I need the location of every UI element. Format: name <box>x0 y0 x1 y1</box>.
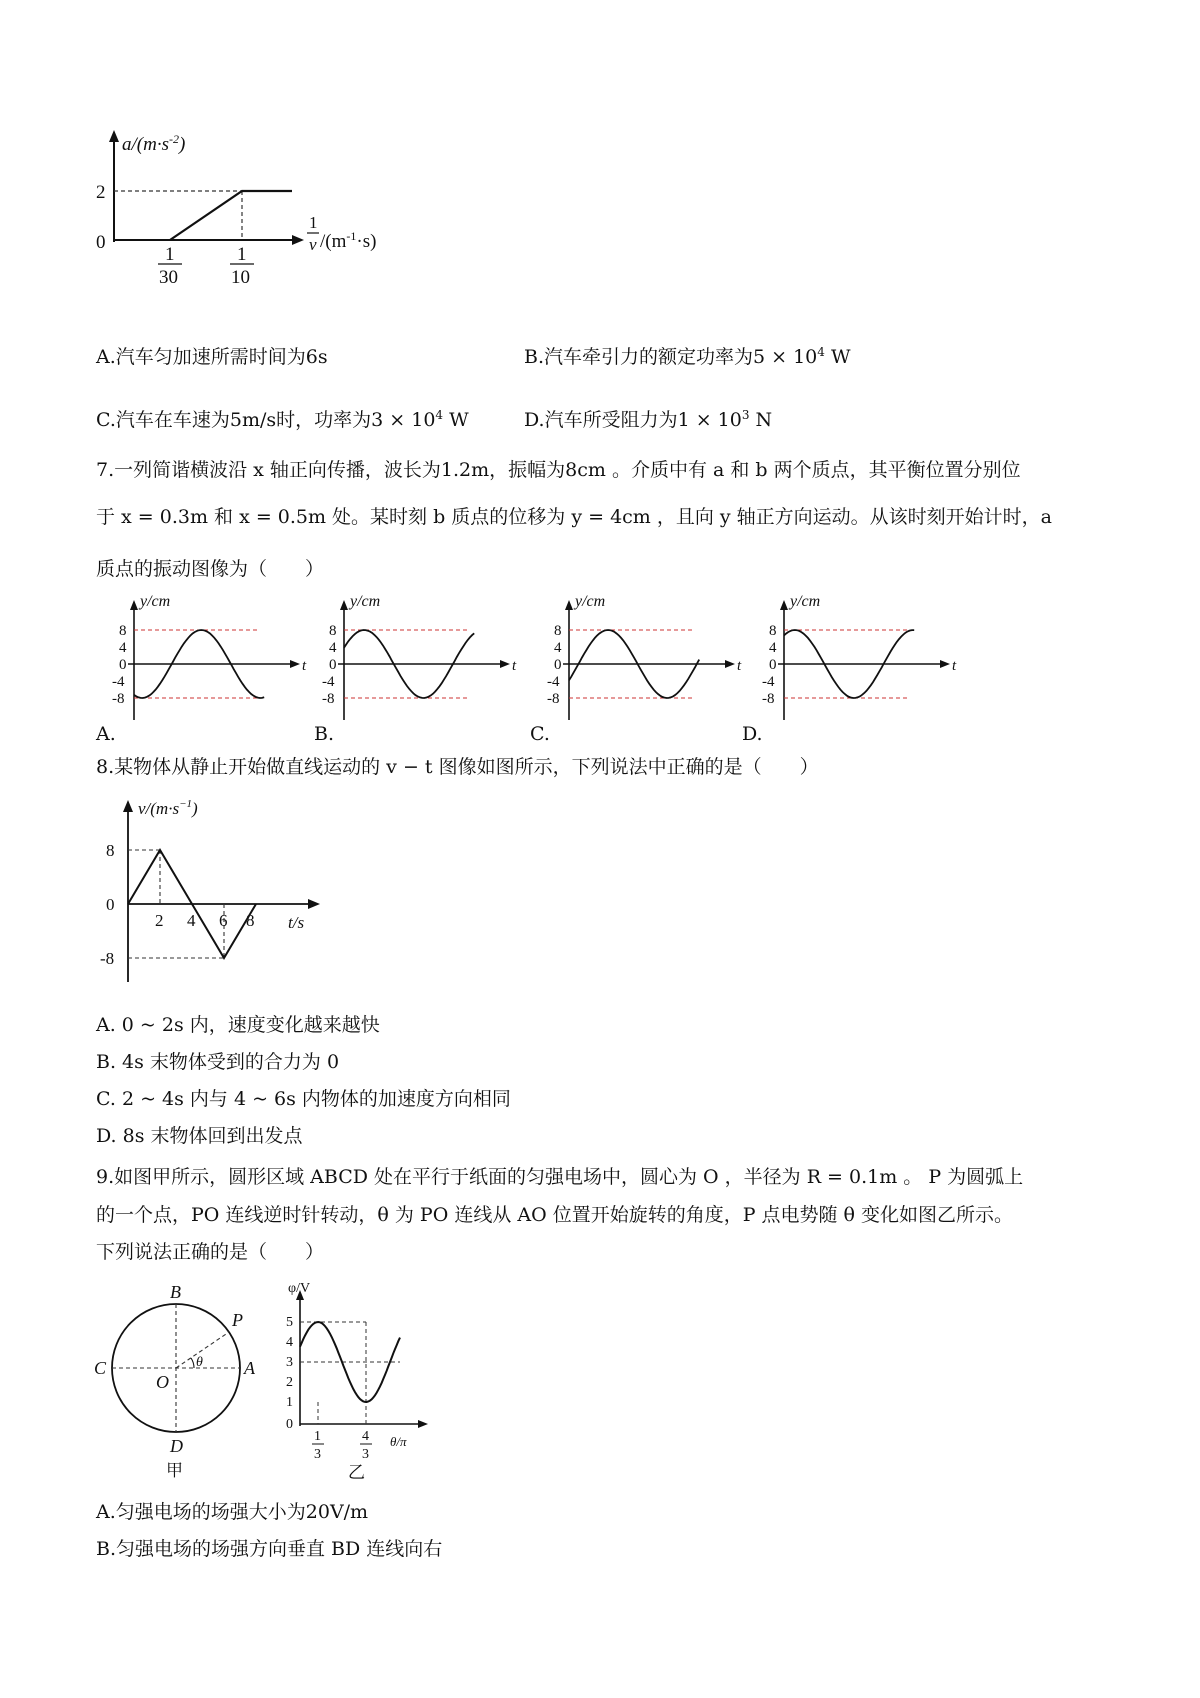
q9-caption-left: 甲 <box>166 1461 183 1480</box>
q9-caption-right: 乙 <box>348 1463 365 1482</box>
q7-y-tick: -4 <box>112 674 125 690</box>
q8-x-tick-8: 8 <box>246 911 255 930</box>
q7-option-c-label[interactable]: C. <box>530 723 550 745</box>
q7-graph-a[interactable] <box>90 590 307 745</box>
q7-option-d-label[interactable]: D. <box>742 723 763 745</box>
q7-y-tick: -8 <box>547 691 560 707</box>
q7-y-tick: 0 <box>119 657 127 673</box>
q9-label-d: D <box>170 1436 183 1456</box>
q9-phi-theta-graph <box>270 1278 450 1483</box>
graph-a-vs-inverse-v <box>90 120 410 290</box>
q8-x-tick-6: 6 <box>219 911 228 930</box>
q7-line-1: 7.一列简谐横波沿 x 轴正向传播，波长为1.2m，振幅为8cm 。介质中有 a 和 b 两个质点，其平衡位置分别位 <box>96 459 1021 481</box>
q8-option-a: A. 0 ~ 2s 内，速度变化越来越快 <box>96 1014 380 1036</box>
q9-label-a: A <box>244 1358 255 1378</box>
q8-y-tick-8: 8 <box>106 841 115 860</box>
q9-line-1: 9.如图甲所示，圆形区域 ABCD 处在平行于纸面的匀强电场中，圆心为 O ，半径为 R = 0.1m 。 P 为圆弧上 <box>96 1166 1024 1188</box>
q6-option-b: B.汽车牵引力的额定功率为$5 \times 10^4$ W <box>524 345 851 368</box>
q7-y-tick: 0 <box>769 657 777 673</box>
q7-y-tick: 4 <box>329 640 337 656</box>
q8-x-axis-arrow <box>308 899 320 909</box>
q8-x-tick-2: 2 <box>155 911 164 930</box>
q9-phi-tick-5: 5 <box>286 1315 293 1330</box>
x-axis-label-den: v <box>309 235 317 254</box>
y-tick-0: 0 <box>96 232 106 253</box>
graph-line <box>170 191 292 240</box>
q8-x-axis-label: t/s <box>288 913 305 932</box>
q7-line-3: 质点的振动图像为（ ） <box>96 558 325 580</box>
q9-phi-tick-4: 4 <box>286 1335 293 1350</box>
q8-x-tick-4: 4 <box>187 911 196 930</box>
x-axis-label-num: 1 <box>309 213 318 232</box>
q7-t-axis-arrow <box>940 660 950 668</box>
q7-y-axis-label: y/cm <box>790 593 821 610</box>
q7-y-tick: 4 <box>554 640 562 656</box>
q7-y-tick: 8 <box>769 623 777 639</box>
q7-y-axis-label: y/cm <box>140 593 171 610</box>
q7-t-axis-label: t <box>512 658 517 674</box>
q8-vt-graph <box>90 790 350 990</box>
q6-option-d: D.汽车所受阻力为$1 \times 10^3$ N <box>524 408 773 431</box>
q9-phi-tick-1: 1 <box>286 1395 293 1410</box>
q9-theta-axis-label: θ/π <box>390 1434 407 1449</box>
x-tick-1-10-den: 10 <box>231 267 250 288</box>
y-axis-arrow <box>109 130 119 142</box>
q7-y-tick: -8 <box>322 691 335 707</box>
q9-theta-arc <box>191 1358 194 1368</box>
q9-theta-tick-4-3-num: 4 <box>362 1429 369 1444</box>
q7-y-tick: -4 <box>322 674 335 690</box>
q9-line-2: 的一个点，PO 连线逆时针转动，θ 为 PO 连线从 AO 位置开始旋转的角度，P 点电势随 θ 变化如图乙所示。 <box>96 1204 1014 1226</box>
x-axis-arrow <box>292 235 304 245</box>
q7-option-a-label[interactable]: A. <box>96 723 116 745</box>
q9-theta-tick-1-3-num: 1 <box>314 1429 321 1444</box>
x-tick-1-30-num: 1 <box>165 244 175 265</box>
q7-t-axis-label: t <box>952 658 957 674</box>
q7-y-tick: -8 <box>762 691 775 707</box>
q8-y-tick-neg8: -8 <box>100 949 115 968</box>
q7-y-tick: 8 <box>329 623 337 639</box>
q7-line-2: 于 x = 0.3m 和 x = 0.5m 处。某时刻 b 质点的位移为 y = 4cm ，且向 y 轴正方向运动。从该时刻开始计时，a <box>96 506 1052 528</box>
x-tick-1-10-num: 1 <box>237 244 247 265</box>
q7-y-axis-arrow <box>130 600 138 610</box>
q8-y-axis-arrow <box>123 800 133 812</box>
q7-t-axis-label: t <box>302 658 307 674</box>
q7-y-tick: 0 <box>329 657 337 673</box>
q9-label-c: C <box>94 1358 107 1378</box>
q8-option-c: C. 2 ~ 4s 内与 4 ~ 6s 内物体的加速度方向相同 <box>96 1088 511 1110</box>
q7-y-tick: -4 <box>547 674 560 690</box>
q9-phi-tick-0: 0 <box>286 1417 293 1432</box>
q9-circle-figure <box>90 1280 270 1480</box>
q7-graphs <box>90 590 990 750</box>
q9-label-o: O <box>156 1372 169 1392</box>
q7-y-tick: 4 <box>119 640 127 656</box>
q8-option-b: B. 4s 末物体受到的合力为 0 <box>96 1051 340 1073</box>
x-tick-1-30-den: 30 <box>159 267 178 288</box>
q7-graph-d[interactable] <box>740 590 957 745</box>
q7-y-axis-label: y/cm <box>350 593 381 610</box>
q7-y-tick: 0 <box>554 657 562 673</box>
q9-label-p: P <box>232 1310 243 1330</box>
q8-y-axis-label: $v/(m\cdot s^{-1})$ <box>138 798 198 818</box>
q7-y-tick: 8 <box>554 623 562 639</box>
q9-option-b: B.匀强电场的场强方向垂直 BD 连线向右 <box>96 1538 443 1560</box>
q7-y-tick: -4 <box>762 674 775 690</box>
q7-t-axis-arrow <box>290 660 300 668</box>
q9-phi-label: φ/V <box>288 1281 311 1296</box>
q9-theta-tick-1-3-den: 3 <box>314 1447 321 1462</box>
q7-y-tick: 4 <box>769 640 777 656</box>
q7-graph-c[interactable] <box>525 590 742 745</box>
q7-y-axis-arrow <box>340 600 348 610</box>
q9-option-a: A.匀强电场的场强大小为20V/m <box>96 1501 369 1523</box>
q9-phi-tick-2: 2 <box>286 1375 293 1390</box>
q6-option-c: C.汽车在车速为5m/s时，功率为$3 \times 10^4$ W <box>96 408 469 431</box>
q7-y-tick: -8 <box>112 691 125 707</box>
q7-y-axis-arrow <box>780 600 788 610</box>
q8-y-tick-0: 0 <box>106 895 115 914</box>
q7-y-tick: 8 <box>119 623 127 639</box>
x-axis-label-unit: $/(m^{-1}\cdot s)$ <box>320 229 377 252</box>
q9-line-3: 下列说法正确的是（ ） <box>96 1241 325 1263</box>
q7-t-axis-label: t <box>737 658 742 674</box>
y-axis-label: $a/(m\cdot s^{-2})$ <box>122 132 186 155</box>
q9-theta-tick-4-3-den: 3 <box>362 1447 369 1462</box>
q9-phi-tick-3: 3 <box>286 1355 293 1370</box>
q7-t-axis-arrow <box>725 660 735 668</box>
q9-phi-x-arrow <box>418 1420 428 1428</box>
q6-option-a: A.汽车匀加速所需时间为6s <box>96 346 328 368</box>
q9-label-theta: θ <box>196 1355 203 1370</box>
q8-option-d: D. 8s 末物体回到出发点 <box>96 1125 303 1147</box>
q7-option-b-label[interactable]: B. <box>314 723 335 745</box>
q7-y-axis-arrow <box>565 600 573 610</box>
y-tick-2: 2 <box>96 182 106 203</box>
q9-label-b: B <box>170 1282 181 1302</box>
q8-line-1: 8.某物体从静止开始做直线运动的 v − t 图像如图所示，下列说法中正确的是（ ） <box>96 756 819 778</box>
q7-t-axis-arrow <box>500 660 510 668</box>
q7-y-axis-label: y/cm <box>575 593 606 610</box>
